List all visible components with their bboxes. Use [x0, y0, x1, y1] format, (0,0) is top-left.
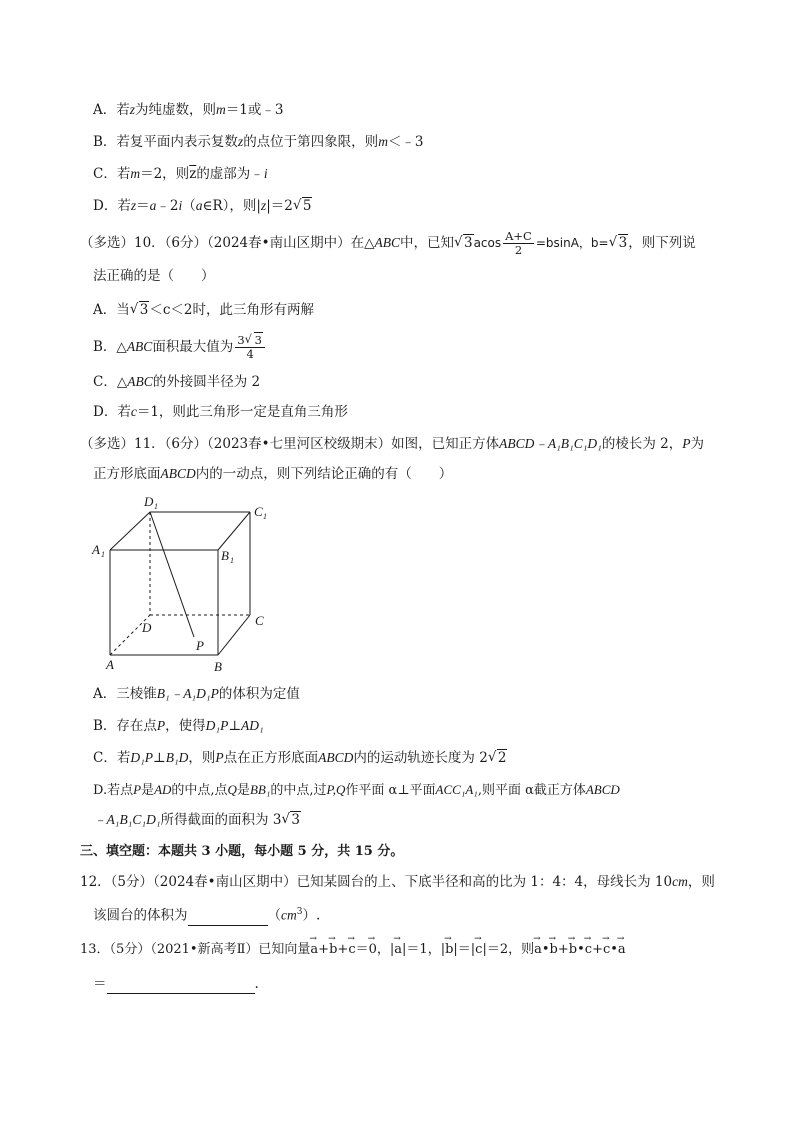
q10-stem-cont: 法正确的是（ ） — [93, 268, 215, 284]
vector-b: → b — [550, 940, 558, 960]
sqrt-symbol: √ 2 — [488, 748, 508, 768]
q11-option-c: C．若D₁P⊥B₁D，则P点在正方形底面ABCD内的运动轨迹长度为 2 √ 2 — [93, 748, 507, 768]
q9-option-a: A．若z为纯虚数，则m＝1或﹣3 — [93, 102, 284, 118]
sqrt-symbol: √ 3 — [130, 300, 150, 320]
edge-a1d1 — [110, 512, 150, 550]
vector-a: → a — [310, 940, 318, 960]
vector-b: → b — [445, 940, 453, 960]
vector-a: → a — [394, 940, 402, 960]
q10-option-b: B．△ABC面积最大值为 $\frac{3 √ 3}{4}$ — [93, 334, 267, 361]
sqrt-symbol: √ 3 — [609, 233, 629, 253]
q11-stem: （多选）11．（6分）（2023春•七里河区校级期末）如图，已知正方体ABCD﹣A₁B₁C₁D₁的棱长为 2，P为 — [80, 436, 705, 452]
label-d: D — [142, 620, 152, 635]
label-b: B — [214, 659, 222, 674]
vector-c: → c — [585, 940, 592, 960]
label-c: C — [255, 613, 264, 628]
q10-option-a: A．当 √ 3＜c＜2时，此三角形有两解 — [93, 300, 314, 320]
vector-c: → c — [603, 940, 610, 960]
cube-figure — [88, 490, 288, 680]
q11-option-a: A．三棱锥B₁﹣A₁D₁P的体积为定值 — [93, 686, 300, 702]
section-heading: 三、填空题：本题共 3 小题，每小题 5 分，共 15 分。 — [80, 844, 404, 859]
vector-b: → b — [569, 940, 577, 960]
label-a1-sub: 1 — [101, 550, 105, 559]
vector-c: → c — [348, 940, 355, 960]
q10-option-c: C．△ABC的外接圆半径为 2 — [93, 374, 261, 390]
label-b1-sub: 1 — [230, 556, 234, 565]
label-a1: A — [92, 542, 100, 557]
q13-stem-cont: ＝ . — [93, 976, 259, 992]
segment-d1p — [150, 512, 194, 637]
label-c1: C — [254, 504, 263, 519]
q11-option-d: D.若点P是AD的中点,点Q是BB₁的中点,过P,Q作平面 α⊥平面ACC₁A₁,则平面 α截正方体ABCD — [93, 782, 620, 798]
q10-option-d: D．若c＝1，则此三角形一定是直角三角形 — [93, 404, 348, 420]
vector-b: → b — [329, 940, 337, 960]
label-a: A — [106, 657, 114, 672]
q12-stem-cont: 该圆台的体积为 $(cm^3)$. — [93, 907, 321, 924]
sqrt-symbol: √ 3 — [281, 810, 301, 830]
label-d1-sub: 1 — [154, 502, 158, 511]
label-p: P — [196, 638, 204, 653]
q9-option-c: C．若m＝2，则$\overline{z}$的虚部为﹣i — [93, 166, 268, 182]
label-c1-sub: 1 — [263, 512, 267, 521]
q11-option-b: B．存在点P，使得D₁P⊥AD₁ — [93, 718, 264, 734]
vector-c: → c — [475, 940, 482, 960]
vector-zero: → 0 — [369, 940, 377, 960]
vector-a: → a — [618, 940, 626, 960]
q9-option-b: B．若复平面内表示复数z的点位于第四象限，则m＜﹣3 — [93, 134, 424, 150]
q11-stem-cont: 正方形底面ABCD内的一动点，则下列结论正确的有（ ） — [93, 466, 453, 482]
label-b1: B — [221, 548, 229, 563]
vector-a: → a — [534, 940, 542, 960]
q9-option-d: D．若z＝a﹣2i（a∈R），则|z|＝2 √ 5 — [93, 196, 312, 216]
q10-stem: （多选）10．（6分）（2024春•南山区期中）在△ABC中，已知 √ 3acos $\frac{A+C}{2}$ =bsinA，b= √ 3，则下列说 — [80, 230, 696, 257]
edge-b1c1 — [218, 512, 250, 550]
answer-blank[interactable] — [107, 977, 255, 994]
fraction: $\frac{3 √ 3}{4}$ — [235, 334, 265, 361]
q13-stem: 13．（5分）（2021•新高考Ⅱ）已知向量→ a+→ b+→ c＝→ 0，|→ a|＝1，|→ b|＝|→ c|＝2，则→ a•→ b+→ b•→ c+→ c•→ a — [80, 940, 626, 960]
fraction: $\frac{A+C}{2}$ — [505, 229, 532, 257]
edge-bc — [218, 615, 250, 655]
q11-option-d-cont: ﹣A₁B₁C₁D₁所得截面的面积为 3 √ 3 — [93, 810, 301, 830]
sqrt-symbol: √ 5 — [293, 196, 313, 216]
answer-blank[interactable] — [188, 909, 268, 926]
label-d1: D — [144, 494, 154, 509]
q12-stem: 12．（5分）（2024春•南山区期中）已知某圆台的上、下底半径和高的比为 1：4：4，母线长为 10cm，则 — [80, 874, 715, 890]
sqrt-symbol: √ 3 — [454, 233, 474, 253]
